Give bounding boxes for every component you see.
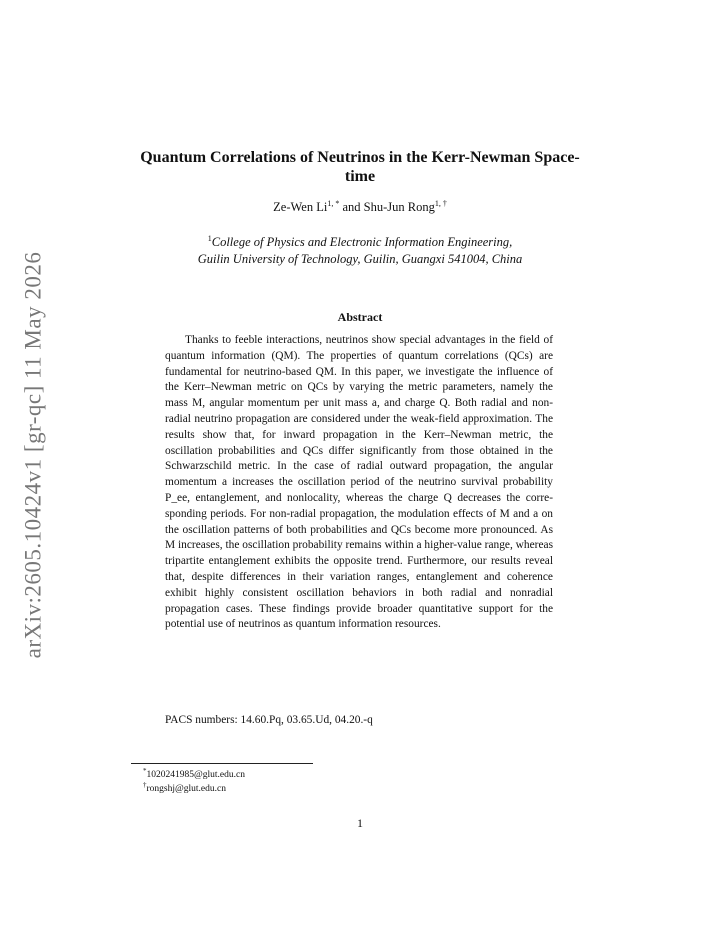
footnote-2-mark: † [143,781,147,789]
footnote-1-email: 1020241985@glut.edu.cn [146,770,245,781]
paper-title: Quantum Correlations of Neutrinos in the Kerr-Newman Space-time [140,149,580,185]
affiliation-block [140,230,580,268]
author-2-name: Shu-Jun Rong [363,200,435,215]
footnote-rule [131,763,313,764]
author-1-name: Ze-Wen Li [273,200,328,215]
affiliation-mark: 1 [207,234,212,243]
footnote-1-mark: * [143,767,147,775]
affiliation-line-2: Guilin University of Technology, Guilin, Guangxi 541004, China [197,252,523,267]
affiliation-line-1: College of Physics and Electronic Information Engineering, [211,235,513,250]
pacs-numbers: PACS numbers: 14.60.Pq, 03.65.Ud, 04.20.-q [165,714,373,726]
footnote-2 [143,781,226,794]
abstract-heading: Abstract [337,310,383,324]
author-line [140,199,580,215]
author-1-marks: 1, * [327,199,340,208]
page-number: 1 [357,816,363,830]
abstract-body: Thanks to feeble interactions, neutrinos show special advantages in the field of quantum information (QM). The properties of quantum correlations (QCs) are fundamental for neutrino-based QM. In this paper, we investigate the influence of the Kerr–Newman metric on QCs by varying the metric parameters, namely the mass M, angular momentum per unit mass a, and charge Q. Both radial and non-radial neutrino propagation are considered under the weak-field approximation. The results show that, for inward propagation in the Kerr–Newman metric, the oscillation probabilities and QCs differ significantly from those obtained in the Schwarzschild metric. In the case of radial outward propagation, the angular momentum a increases the oscillation period of the neutrino survival probability P_ee, entanglement, and nonlocality, whereas the charge Q decreases the corresponding periods. For non-radial propagation, the modulation effects of M and a on the oscillation patterns of both probabilities and QCs become more pronounced. As M increases, the oscillation probability remains within a higher-value range, whereas tripartite entanglement exhibits the opposite trend. Furthermore, our results reveal that, despite differences in their variation ranges, entanglement and coherence exhibit highly consistent oscillation behaviors in both radial and nonradial propagation cases. These findings provide broader quantitative support for the potential use of neutrinos as quantum information resources. [165,334,553,631]
author-connector: and [339,200,364,215]
author-2-marks: 1, † [434,199,447,208]
footnote-1 [143,767,245,780]
footnote-2-email: rongshj@glut.edu.cn [146,784,226,795]
arxiv-id-text: arXiv:2605.10424v1 [gr-qc] 11 May 2026 [20,251,46,659]
arxiv-identifier [14,251,52,659]
